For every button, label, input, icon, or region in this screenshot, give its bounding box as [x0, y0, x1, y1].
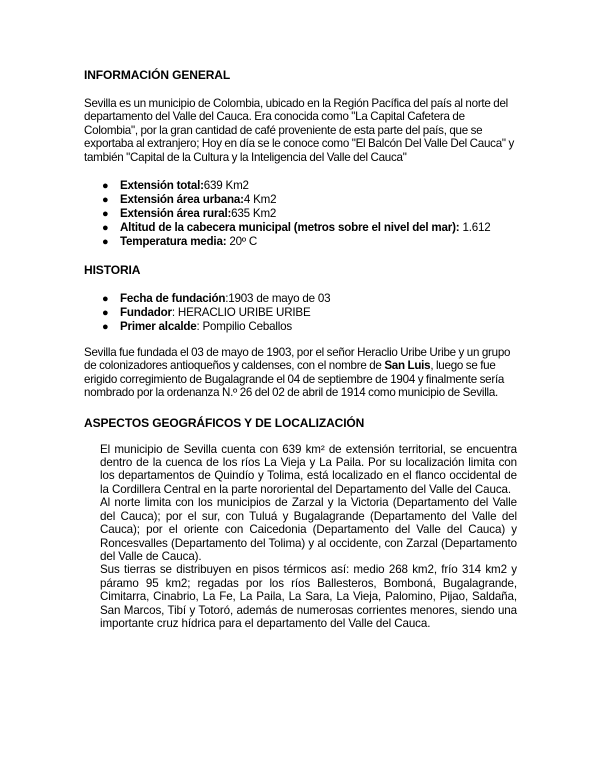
list-item — [102, 207, 517, 221]
general-intro-paragraph: Sevilla es un municipio de Colombia, ubicado en la Región Pacífica del país al norte del departamento del Valle del Cauca. Era conocida como "La Capital Cafetera de Colombia", por la gran cantidad de café proveniente de esta parte del país, que se exportaba al extranjero; Hoy en día se le conoce como "El Balcón Del Valle Del Cauca" y también "Capital de la Cultura y la Inteligencia del Valle del Cauca" — [84, 97, 514, 164]
history-text-before: Sevilla fue fundada el 03 de mayo de 1903, por el señor Heraclio Uribe Uribe y un grupo de colonizadores antioqueños y caldenses, con el nombre de — [84, 346, 511, 373]
list-item — [102, 235, 517, 249]
geography-paragraph: Sus tierras se distribuyen en pisos térmicos así: medio 268 km2, frío 314 km2 y páramo 95 km2; regadas por los ríos Ballesteros, Bomboná, Bugalagrande, Cimitarra, Cinabrio, La Fe, La Paila, La Sara, La Vieja, Palomino, Pijao, Saldaña, San Marcos, Tibí y Totoró, además de numerosas corrientes menores, siendo una importante cruz hídrica para el departamento del Valle del Cauca. — [100, 563, 517, 630]
fact-label: Extensión área rural: — [120, 207, 232, 221]
section-heading-geography: ASPECTOS GEOGRÁFICOS Y DE LOCALIZACIÓN — [84, 415, 365, 430]
general-facts-list — [84, 179, 517, 249]
list-item — [102, 179, 517, 193]
fact-label: Temperatura media: — [120, 235, 227, 249]
fact-value: 20º C — [226, 235, 258, 249]
fact-value: 635 Km2 — [231, 207, 277, 221]
fact-value: : Pompilio Ceballos — [196, 320, 292, 334]
bullet-icon: ● — [102, 307, 109, 320]
fact-label: Fecha de fundación — [120, 292, 226, 306]
geography-body — [100, 443, 517, 631]
bullet-icon: ● — [102, 180, 109, 193]
bullet-icon: ● — [102, 293, 109, 306]
list-item — [102, 320, 517, 334]
list-item — [102, 292, 517, 306]
fact-value: : HERACLIO URIBE URIBE — [171, 306, 311, 320]
fact-label: Extensión área urbana: — [120, 193, 244, 207]
bullet-icon: ● — [102, 208, 109, 221]
history-text-after: , luego se fue erigido corregimiento de Bugalagrande el 04 de septiembre de 1904 y finalmente sería nombrado por la ordenanza N.º 26 del 02 de abril de 1914 como municipio de Sevilla. — [84, 359, 505, 400]
list-item — [102, 221, 517, 235]
history-facts-list — [84, 292, 517, 334]
fact-value: :1903 de mayo de 03 — [225, 292, 331, 306]
bullet-icon: ● — [102, 321, 109, 334]
list-item — [102, 193, 517, 207]
fact-value: 4 Km2 — [243, 193, 277, 207]
fact-label: Fundador — [120, 306, 172, 320]
fact-label: Altitud de la cabecera municipal (metros sobre el nivel del mar): — [120, 221, 460, 235]
geography-paragraph: Al norte limita con los municipios de Zarzal y la Victoria (Departamento del Valle del Cauca); por el sur, con Tuluá y Bugalagrande (Departamento del Valle del Cauca); por el oriente con Caicedonia (Departamento del Valle del Cauca) y Roncesvalles (Departamento del Tolima) y al occidente, con Zarzal (Departamento del Valle de Cauca). — [100, 496, 517, 563]
geography-paragraph: El municipio de Sevilla cuenta con 639 km² de extensión territorial, se encuentra dentro de la cuenca de los ríos La Vieja y La Paila. Por su localización limita con los departamentos de Quindío y Tolima, está localizado en el flanco occidental de la Cordillera Central en la parte nororiental del Departamento del Valle del Cauca. — [100, 442, 517, 496]
list-item — [102, 306, 517, 320]
section-heading-general: INFORMACIÓN GENERAL — [84, 68, 231, 82]
fact-value: 639 Km2 — [203, 179, 249, 193]
fact-label: Extensión total: — [120, 179, 204, 193]
history-text-bold: San Luis — [384, 359, 431, 373]
bullet-icon: ● — [102, 236, 109, 249]
bullet-icon: ● — [102, 222, 109, 235]
history-paragraph — [84, 346, 517, 400]
bullet-icon: ● — [102, 194, 109, 207]
fact-label: Primer alcalde — [120, 320, 197, 334]
fact-value: 1.612 — [459, 221, 491, 235]
section-heading-history: HISTORIA — [84, 263, 141, 278]
